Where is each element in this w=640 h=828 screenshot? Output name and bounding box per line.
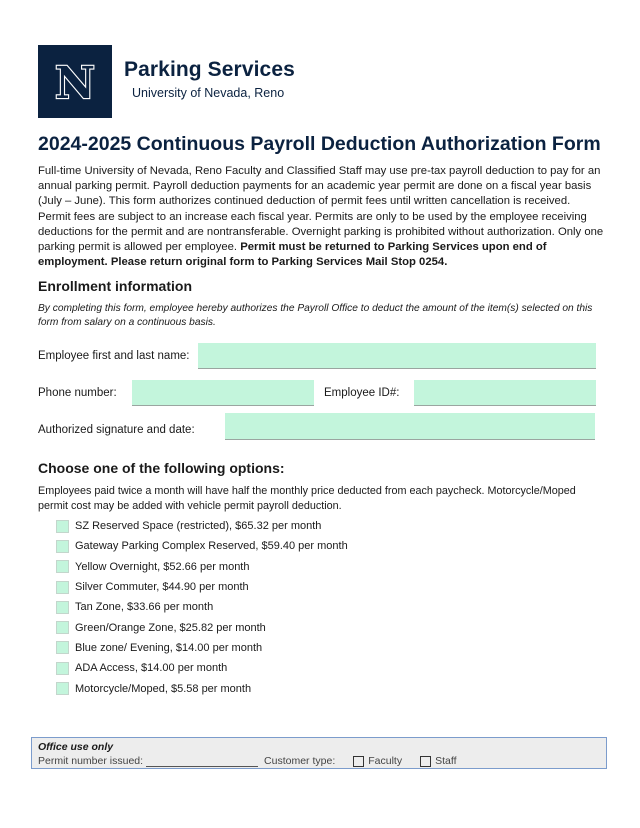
enrollment-note: By completing this form, employee hereby authorizes the Payroll Office to deduct the amount of the item(s) selected on this form from salary on a continuous basis.	[38, 303, 593, 328]
name-label: Employee first and last name:	[38, 350, 190, 362]
org-subtitle: University of Nevada, Reno	[132, 86, 285, 100]
customer-type-label: Customer type:	[264, 755, 336, 767]
faculty-label: Faculty	[368, 755, 403, 767]
permit-option[interactable]	[56, 577, 348, 597]
permit-option[interactable]	[56, 536, 348, 556]
option-checkbox[interactable]	[56, 560, 69, 573]
signature-field[interactable]	[225, 413, 595, 440]
option-label: Yellow Overnight, $52.66 per month	[75, 560, 250, 573]
option-checkbox[interactable]	[56, 520, 69, 533]
permit-options-list	[56, 516, 348, 699]
office-use-box	[31, 737, 607, 769]
university-n-icon	[49, 60, 101, 104]
phone-label: Phone number:	[38, 387, 117, 399]
svg-text:N: N	[54, 59, 96, 104]
option-checkbox[interactable]	[56, 540, 69, 553]
permit-option[interactable]	[56, 597, 348, 617]
permit-option[interactable]	[56, 516, 348, 536]
options-note: Employees paid twice a month will have half the monthly price deducted from each paycheck. Motorcycle/Moped permit cost may be added with vehicle permit payroll deduction.	[38, 485, 576, 512]
permit-number-field[interactable]	[146, 756, 258, 767]
permit-option[interactable]	[56, 658, 348, 678]
permit-option[interactable]	[56, 617, 348, 637]
option-label: Motorcycle/Moped, $5.58 per month	[75, 682, 252, 695]
employee-id-field[interactable]	[414, 380, 596, 406]
permit-option[interactable]	[56, 557, 348, 577]
page-title: 2024-2025 Continuous Payroll Deduction Authorization Form	[38, 133, 601, 155]
options-heading: Choose one of the following options:	[38, 460, 285, 476]
permit-option[interactable]	[56, 678, 348, 698]
option-checkbox[interactable]	[56, 662, 69, 675]
option-label: Tan Zone, $33.66 per month	[75, 601, 214, 614]
employee-id-label: Employee ID#:	[324, 387, 400, 399]
option-label: SZ Reserved Space (restricted), $65.32 per month	[75, 520, 322, 533]
option-label: Silver Commuter, $44.90 per month	[75, 581, 249, 594]
intro-paragraph	[38, 164, 604, 270]
option-checkbox[interactable]	[56, 682, 69, 695]
option-label: Gateway Parking Complex Reserved, $59.40 per month	[75, 540, 348, 553]
intro-text: Full-time University of Nevada, Reno Faculty and Classified Staff may use pre-tax payroll deduction to pay for an annual parking permit. Payroll deduction payments for an academic year permit are done on a fiscal year basis (July – June). This form authorizes continued deduction of permit fees until written cancellation is received. Permit fees are subject to an increase each fiscal year. Permits are only to be used by the employee receiving deductions for the permit and are nontransferable. Overnight parking is prohibited without authorization. Only one parking permit is allowed per employee.	[38, 165, 604, 254]
name-field[interactable]	[198, 343, 596, 369]
option-checkbox[interactable]	[56, 601, 69, 614]
signature-label: Authorized signature and date:	[38, 424, 195, 436]
org-name: Parking Services	[124, 58, 295, 81]
staff-label: Staff	[435, 755, 457, 767]
university-logo	[38, 45, 112, 118]
option-checkbox[interactable]	[56, 581, 69, 594]
option-label: ADA Access, $14.00 per month	[75, 662, 228, 675]
option-checkbox[interactable]	[56, 641, 69, 654]
permit-number-label: Permit number issued:	[38, 755, 144, 767]
intro-bold-text: Permit must be returned to Parking Services upon end of employment. Please return original form to Parking Services Mail Stop 0254.	[38, 241, 547, 269]
option-label: Green/Orange Zone, $25.82 per month	[75, 621, 266, 634]
faculty-checkbox[interactable]	[353, 756, 364, 767]
enrollment-heading: Enrollment information	[38, 278, 192, 294]
option-checkbox[interactable]	[56, 621, 69, 634]
phone-field[interactable]	[132, 380, 314, 406]
office-use-row	[38, 755, 457, 767]
office-use-heading: Office use only	[38, 741, 114, 753]
staff-checkbox[interactable]	[420, 756, 431, 767]
option-label: Blue zone/ Evening, $14.00 per month	[75, 641, 263, 654]
permit-option[interactable]	[56, 638, 348, 658]
